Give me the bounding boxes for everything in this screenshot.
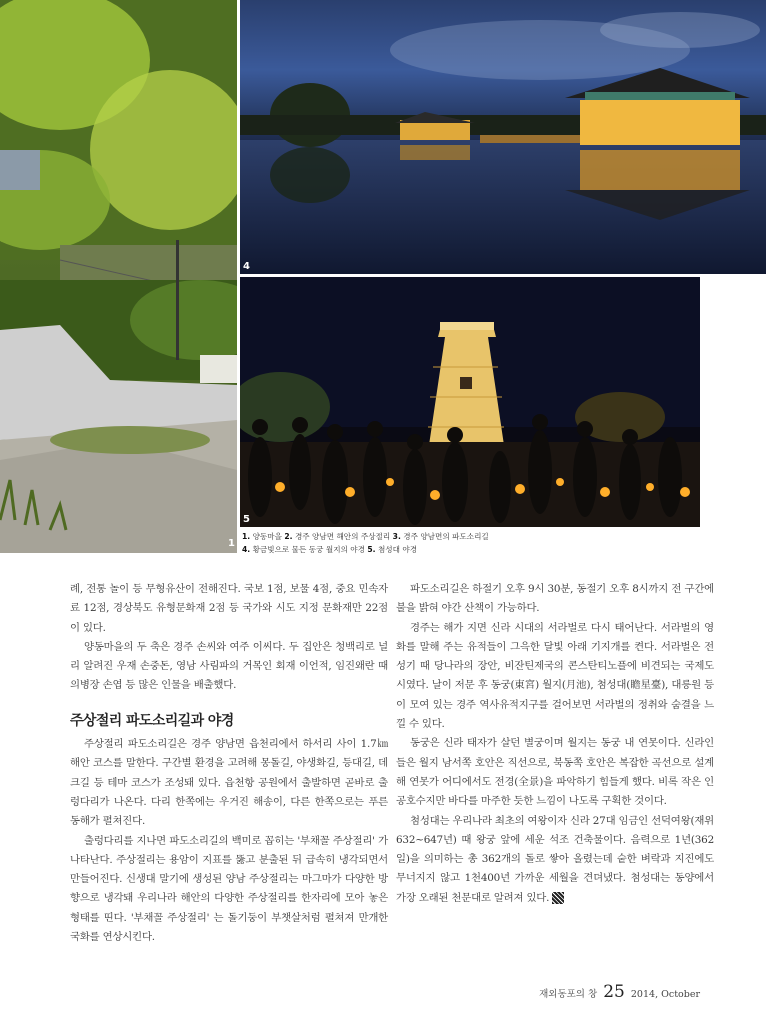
- body-paragraph: 주상절리 파도소리길은 경주 양남면 읍천리에서 하서리 사이 1.7㎞ 해안 코스를 말한다. 구간별 환경을 고려해 몽돌길, 야생화길, 등대길, 데크길 등 테마 코스가 조성돼 있다. 읍천항 공원에서 출발하면 곧바로 출렁다리가 나온다. 다리 한쪽에는 우거진 해송이, 다른 한쪽으로는 푸른 동해가 펼쳐진다.: [70, 738, 388, 828]
- body-paragraph: 경주는 해가 지면 신라 시대의 서라벌로 다시 태어난다. 서라벌의 영화를 말해 주는 유적들이 그윽한 달빛 아래 기지개를 켠다. 서라벌은 전성기 때 당나라의 장안, 비잔틴제국의 콘스탄티노플에 비견되는 국제도시였다. 날이 저문 후 동궁(東宮) 월지(月池), 첨성대(瞻星臺), 대릉원 등이 모여 있는 경주 역사유적지구를 걸어보면 서라벌의 정취와 숨결을 느낄 수 있다.: [396, 621, 714, 731]
- caption-num: 1.: [242, 532, 251, 541]
- caption-text: 첨성대 야경: [377, 545, 418, 554]
- caption-text: 경주 양남면 해안의 주상절리: [294, 532, 391, 541]
- photo-number-1: 1: [228, 538, 235, 549]
- caption-text: 황금빛으로 물든 동궁 월지의 야경: [252, 545, 365, 554]
- body-paragraph: [396, 812, 714, 908]
- section-heading: 주상절리 파도소리길과 야경: [70, 712, 234, 729]
- photo-yangdong-village: [0, 0, 237, 553]
- body-paragraph-text: 첨성대는 우리나라 최초의 여왕이자 신라 27대 임금인 선덕여왕(재위 632~647년) 때 왕궁 앞에 세운 석조 건축물이다. 음력으로 1년(362일)을 의미하는 총 362개의 돌로 쌓아 올렸는데 숱한 벼락과 지진에도 무너지지 않고 1천400년 가까운 세월을 견뎌냈다. 첨성대는 동양에서 가장 오래된 천문대로 알려져 있다.: [396, 814, 715, 904]
- caption-num: 2.: [284, 532, 293, 541]
- photo-donggung-wolji-night: [240, 0, 766, 274]
- article-end-mark-icon: [552, 892, 564, 904]
- magazine-name: 재외동포의 창: [539, 989, 598, 1000]
- caption-num: 4.: [242, 545, 251, 554]
- body-paragraph: 례, 전통 놀이 등 무형유산이 전해진다. 국보 1점, 보물 4점, 중요 민속자료 12점, 경상북도 유형문화재 2점 등 국가와 시도 지정 문화재만 22점이 있다.: [70, 583, 388, 634]
- caption-text: 경주 양남면의 파도소리길: [403, 532, 489, 541]
- body-column-left: [70, 580, 388, 947]
- body-paragraph: 출렁다리를 지나면 파도소리길의 백미로 꼽히는 '부채꼴 주상절리' 가 나타난다. 주상절리는 용암이 지표를 뚫고 분출된 뒤 급속히 냉각되면서 만들어진다. 신생대 말기에 생성된 양남 주상절리는 마그마가 다양한 방향으로 냉각돼 우리나라 해안의 다양한 주상절리를 한자리에 모아 놓은 형태를 띤다. '부채꼴 주상절리' 는 돌기둥이 부챗살처럼 펼쳐져 만개한 국화를 연상시킨다.: [70, 834, 388, 944]
- body-paragraph: 파도소리길은 하절기 오후 9시 30분, 동절기 오후 8시까지 전 구간에 불을 밝혀 야간 산책이 가능하다.: [396, 583, 714, 615]
- body-paragraph: 양동마을의 두 축은 경주 손씨와 여주 이씨다. 두 집안은 청백리로 널리 알려진 우재 손중돈, 영남 사림파의 거목인 회재 이언적, 임진왜란 때 의병장 손엽 등 많은 인물을 배출했다.: [70, 640, 388, 692]
- caption-num: 3.: [392, 532, 401, 541]
- photo-caption: [242, 530, 702, 556]
- photo-number-4: 4: [243, 261, 250, 272]
- photo-cheomseongdae-night: [240, 277, 700, 527]
- page-footer: [539, 982, 700, 1002]
- page-number: 25: [603, 982, 625, 1002]
- issue-date: 2014, October: [630, 989, 700, 1000]
- body-paragraph: 동궁은 신라 태자가 살던 별궁이며 월지는 동궁 내 연못이다. 신라인들은 월지 남서쪽 호안은 직선으로, 북동쪽 호안은 복잡한 곡선으로 설계해 연못가 어디에서도 전경(全景)을 파악하기 힘들게 했다. 비록 작은 인공호수지만 바다를 마주한 듯한 느낌이 나도록 구획한 것이다.: [396, 737, 714, 808]
- caption-num: 5.: [367, 545, 376, 554]
- body-column-right: [396, 580, 714, 908]
- caption-text: 양동마을: [252, 532, 282, 541]
- photo-number-5: 5: [243, 514, 250, 525]
